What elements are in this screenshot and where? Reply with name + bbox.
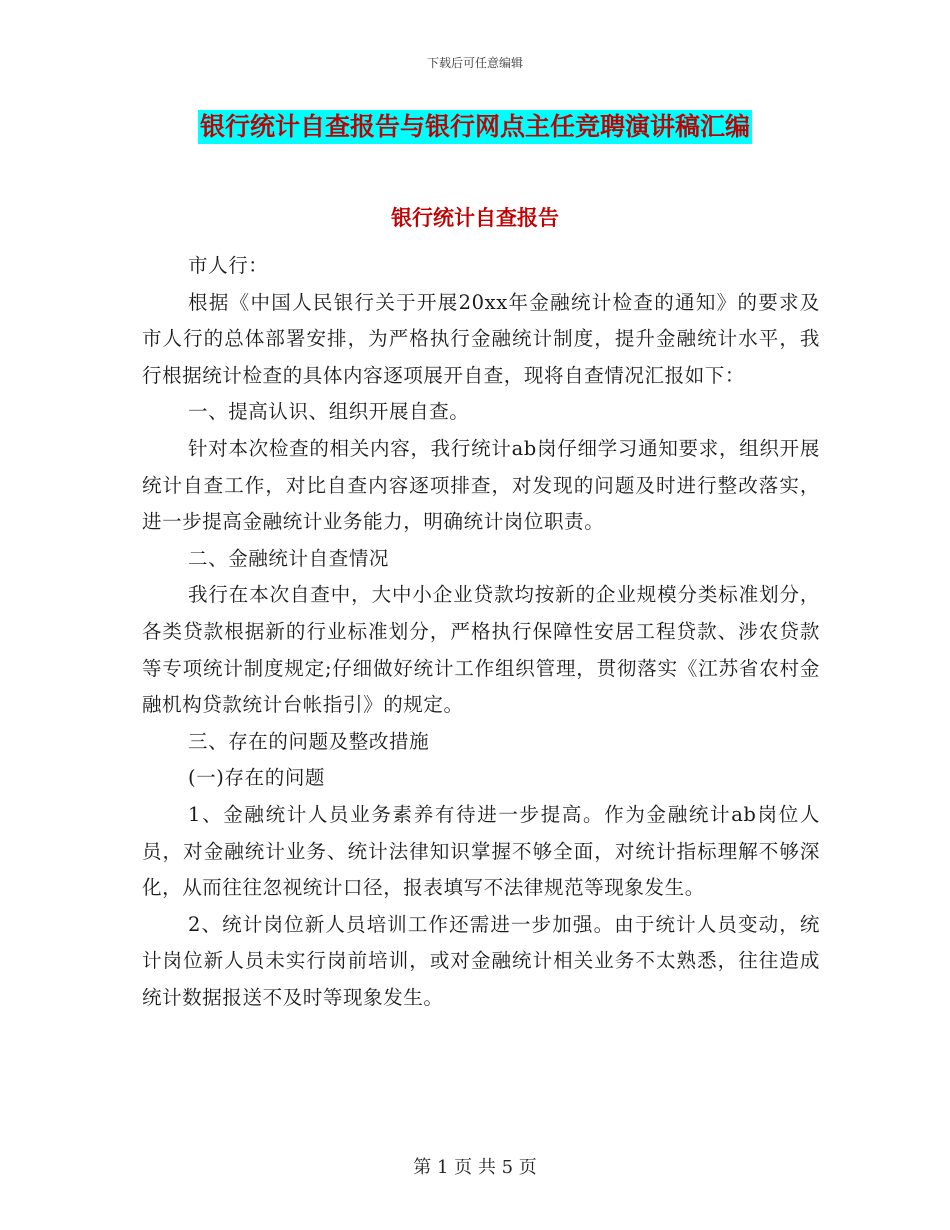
page-header-note: 下载后可任意编辑 [426, 56, 523, 70]
paragraph-section-1: 针对本次检查的相关内容，我行统计ab岗仔细学习通知要求，组织开展统计自查工作，对比自查内容逐项排查，对发现的问题及时进行整改落实，进一步提高金融统计业务能力，明确统计岗位职责。 [142, 436, 820, 534]
heading-section-3: 三、存在的问题及整改措施 [188, 729, 430, 753]
paragraph-intro: 根据《中国人民银行关于开展20xx年金融统计检查的通知》的要求及市人行的总体部署安排，为严格执行金融统计制度，提升金融统计水平，我行根据统计检查的具体内容逐项展开自查，现将自查情况汇报如下： [142, 290, 820, 387]
page-number: 第 1 页 共 5 页 [413, 1157, 537, 1178]
subheading-problems: (一)存在的问题 [188, 766, 326, 790]
document-title: 银行统计自查报告与银行网点主任竞聘演讲稿汇编 [198, 110, 752, 144]
heading-section-2: 二、金融统计自查情况 [188, 546, 390, 570]
heading-section-1: 一、提高认识、组织开展自查。 [188, 400, 470, 424]
paragraph-salutation: 市人行： [188, 254, 269, 277]
paragraph-section-2: 我行在本次自查中，大中小企业贷款均按新的企业规模分类标准划分，各类贷款根据新的行业标准划分，严格执行保障性安居工程贷款、涉农贷款等专项统计制度规定;仔细做好统计工作组织管理，贯彻落实《江苏省农村金融机构贷款统计台帐指引》的规定。 [142, 583, 820, 717]
document-title-container [0, 110, 950, 144]
paragraph-problem-1: 1、金融统计人员业务素养有待进一步提高。作为金融统计ab岗位人员，对金融统计业务、统计法律知识掌握不够全面，对统计指标理解不够深化，从而往往忽视统计口径，报表填写不法律规范等现象发生。 [142, 802, 820, 900]
paragraph-problem-2: 2、统计岗位新人员培训工作还需进一步加强。由于统计人员变动，统计岗位新人员未实行岗前培训，或对金融统计相关业务不太熟悉，往往造成统计数据报送不及时等现象发生。 [142, 912, 820, 1009]
section-title: 银行统计自查报告 [391, 205, 559, 230]
document-body [142, 248, 820, 1016]
